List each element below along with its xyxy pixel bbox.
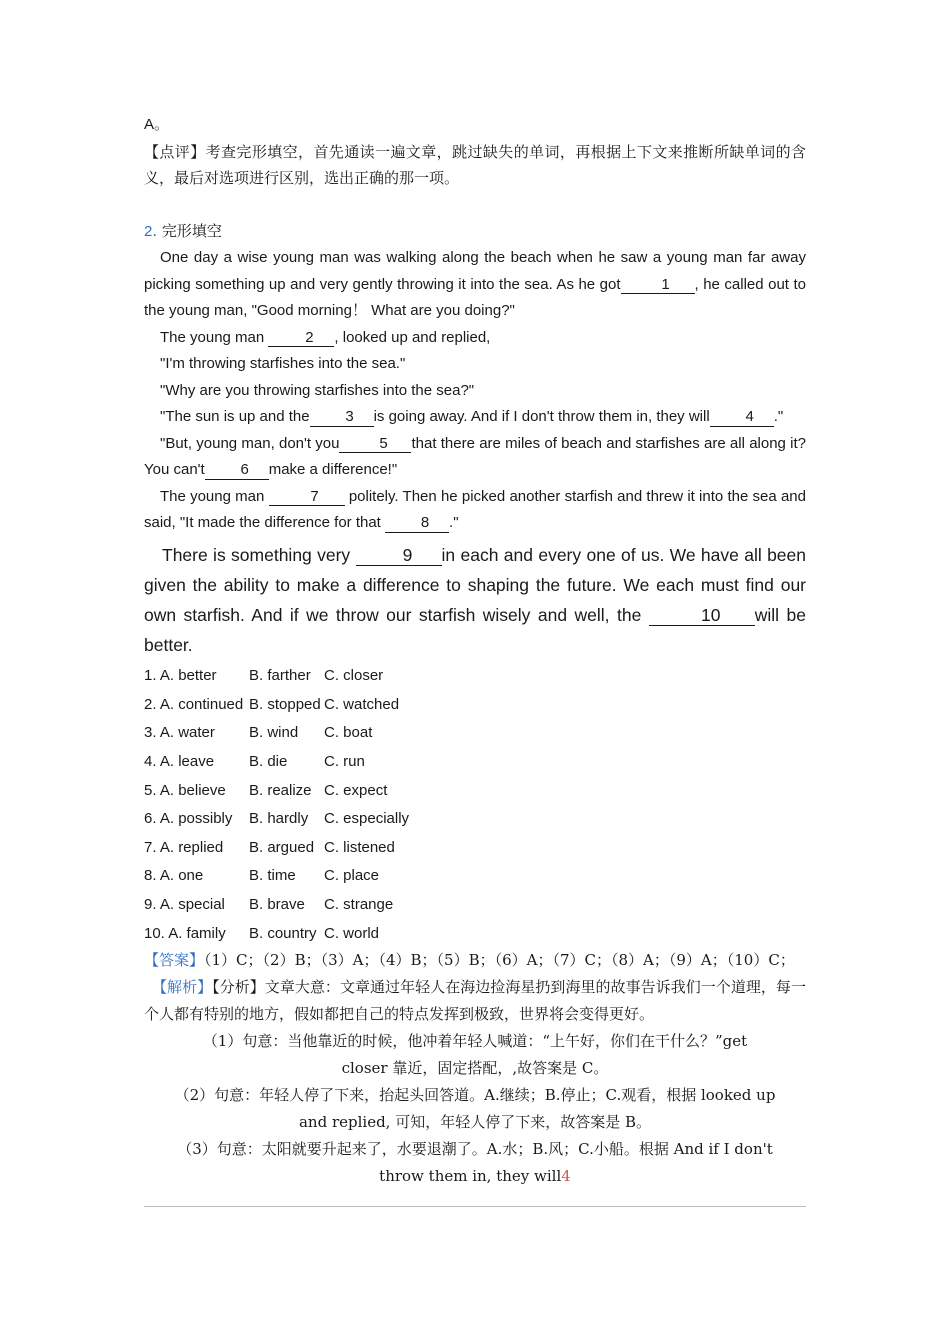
option-c: C. place — [324, 867, 380, 885]
passage-paragraph-1 — [144, 245, 806, 325]
comment-paragraph — [144, 139, 806, 192]
passage-paragraph-6 — [144, 431, 806, 484]
option-row-4 — [144, 747, 806, 776]
option-a: 3. A. water — [144, 724, 215, 742]
question-title: 完形填空 — [161, 221, 222, 240]
top-answer: A。 — [144, 116, 170, 133]
option-b: B. time — [249, 867, 296, 885]
explanation-3-text: throw them in, they will — [379, 1167, 562, 1186]
option-row-8 — [144, 862, 806, 891]
passage-text: ." — [773, 408, 784, 425]
passage-text: make a difference!" — [268, 461, 398, 478]
passage-text: politely. Then he picked another starfish and threw it into the sea and said, "It made the difference for that — [144, 487, 806, 531]
answer-tag: 【答案】 — [144, 951, 205, 970]
question-heading — [144, 218, 806, 246]
options-list — [144, 662, 806, 948]
blank-3: 3 — [310, 409, 374, 427]
passage-text: The young man — [160, 328, 269, 346]
blank-7: 7 — [269, 489, 345, 507]
blank-8: 8 — [385, 515, 449, 533]
passage-text: will be better. — [144, 604, 806, 655]
answer-text: （1）C；（2）B；（3）A；（4）B；（5）B；（6）A；（7）C；（8）A；（9）A；（10）C； — [204, 951, 795, 970]
option-b: B. hardly — [249, 810, 309, 828]
option-b: B. wind — [249, 724, 299, 742]
option-c: C. expect — [324, 781, 388, 799]
passage-text: The young man — [160, 487, 269, 505]
option-a: 10. A. family — [144, 924, 226, 942]
passage-text: ." — [449, 514, 459, 531]
passage — [144, 245, 806, 660]
option-c: C. watched — [324, 695, 400, 713]
passage-paragraph-8 — [144, 540, 806, 660]
passage-paragraph-3: "I'm throwing starfishes into the sea." — [160, 355, 406, 372]
blank-1: 1 — [621, 277, 695, 295]
footer-divider — [144, 1206, 806, 1207]
analysis-paragraph — [144, 974, 806, 1028]
passage-text: in each and every one of us. We have all been given the ability to make a difference to shaping the future. We each must find our own starfish. And if we throw our starfish wisely and well, the — [144, 544, 807, 625]
option-a: 4. A. leave — [144, 753, 215, 771]
blank-9: 9 — [356, 546, 442, 566]
analysis-tag: 【解析】 — [152, 978, 213, 997]
answer-paragraph — [144, 947, 806, 974]
explanation-1-line-1: （1）句意：当他靠近的时候，他冲着年轻人喊道：“上午好，你们在干什么？”get — [202, 1032, 748, 1051]
option-c: C. boat — [324, 724, 373, 742]
option-row-1 — [144, 662, 806, 691]
option-b: B. argued — [249, 838, 315, 856]
option-a: 2. A. continued — [144, 695, 244, 713]
option-a: 9. A. special — [144, 896, 225, 914]
option-row-5 — [144, 776, 806, 805]
passage-text: is going away. And if I don't throw them in, they will — [373, 408, 710, 425]
option-row-2 — [144, 690, 806, 719]
document-page — [144, 112, 806, 1190]
option-row-7 — [144, 833, 806, 862]
option-row-3 — [144, 719, 806, 748]
blank-2: 2 — [268, 330, 334, 348]
option-a: 7. A. replied — [144, 838, 224, 856]
option-b: B. die — [249, 753, 288, 771]
explanation-3-line-1: （3）句意：太阳就要升起来了，水要退潮了。A.水；B.风；C.小船。根据 And if I don't — [177, 1140, 773, 1159]
option-row-10 — [144, 919, 806, 948]
option-c: C. listened — [324, 838, 395, 856]
option-b: B. farther — [249, 667, 311, 685]
option-b: B. brave — [249, 896, 305, 914]
explanation-1-line-2: closer 靠近，固定搭配，,故答案是 C。 — [341, 1059, 609, 1078]
question-dot: . — [152, 221, 158, 240]
passage-text: that there are miles of beach and starfishes are all along it? You can't — [144, 434, 806, 478]
comment-text: 考查完形填空，首先通读一遍文章，跳过缺失的单词，再根据上下文来推断所缺单词的含义，最后对选项进行区别，选出正确的那一项。 — [144, 142, 806, 187]
analysis-text: 文章大意：文章通过年轻人在海边捡海星扔到海里的故事告诉我们一个道理，每一个人都有特别的地方，假如都把自己的特点发挥到极致，世界将会变得更好。 — [144, 978, 806, 1024]
option-c: C. strange — [324, 896, 394, 914]
page-number: 4 — [561, 1167, 571, 1186]
explanation-3-line-2 — [144, 1163, 806, 1190]
option-a: 5. A. believe — [144, 781, 226, 799]
passage-text: There is something very — [162, 544, 356, 565]
passage-text: , he called out to the young man, "Good morning！ What are you doing?" — [144, 275, 806, 319]
passage-text: , looked up and replied, — [334, 328, 491, 346]
explanation-2-line-2: and replied, 可知，年轻人停了下来，故答案是 B。 — [298, 1113, 652, 1132]
comment-tag: 【点评】 — [144, 142, 206, 161]
passage-text: "But, young man, don't you — [160, 434, 340, 452]
passage-paragraph-4: "Why are you throwing starfishes into the sea?" — [160, 381, 475, 399]
option-a: 8. A. one — [144, 867, 204, 885]
option-row-9 — [144, 890, 806, 919]
blank-5: 5 — [339, 436, 411, 454]
blank-6: 6 — [205, 462, 269, 480]
option-c: C. especially — [324, 810, 410, 828]
option-row-6 — [144, 804, 806, 833]
passage-paragraph-5 — [144, 404, 806, 431]
explanation-2-line-1: （2）句意：年轻人停了下来，抬起头回答道。A.继续；B.停止；C.观看，根据 looked up — [174, 1086, 776, 1105]
analysis-sub-tag: 【分析】 — [212, 978, 265, 997]
option-c: C. closer — [324, 667, 384, 685]
option-a: 6. A. possibly — [144, 810, 233, 828]
option-c: C. world — [324, 924, 380, 942]
passage-text: One day a wise young man was walking along the beach when he saw a young man far away picking something up and very gently throwing it into the sea. As he got — [144, 249, 806, 293]
option-b: B. stopped — [249, 695, 321, 713]
passage-paragraph-7 — [144, 484, 806, 537]
option-b: B. realize — [249, 781, 312, 799]
blank-4: 4 — [710, 409, 774, 427]
blank-10: 10 — [649, 606, 755, 626]
passage-text: "The sun is up and the — [160, 408, 310, 425]
passage-paragraph-2 — [144, 325, 806, 352]
option-b: B. country — [249, 924, 317, 942]
option-a: 1. A. better — [144, 667, 217, 685]
option-c: C. run — [324, 753, 365, 771]
question-number: 2 — [144, 222, 153, 240]
